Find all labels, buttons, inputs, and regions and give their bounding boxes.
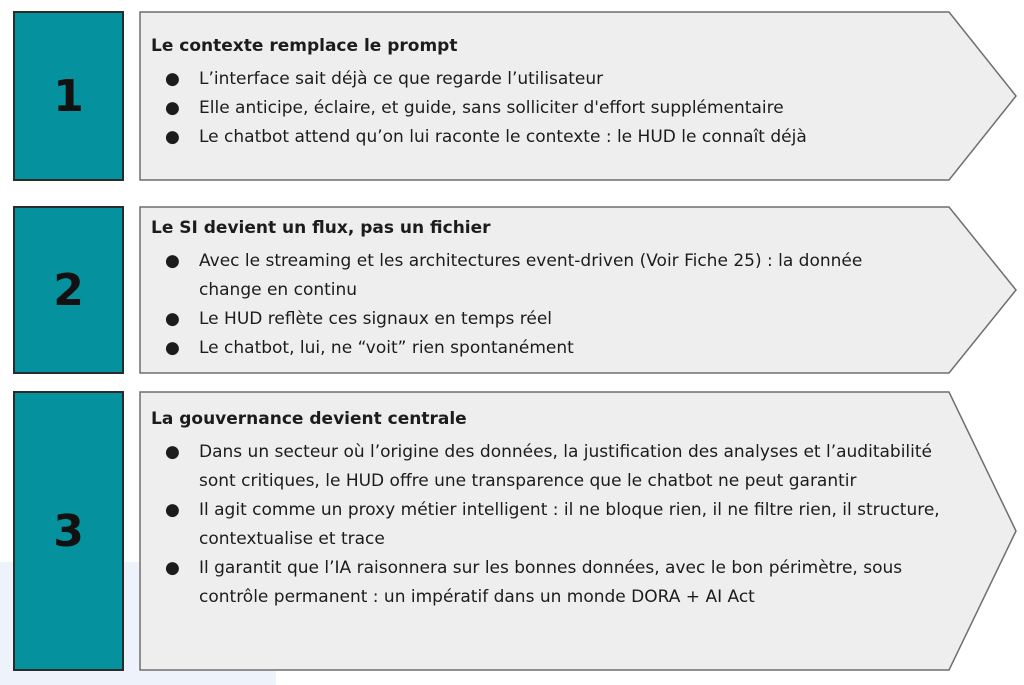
section-number-box	[13, 206, 124, 374]
list-item: ● Le HUD reflète ces signaux en temps réel	[165, 309, 553, 329]
list-item: ● Elle anticipe, éclaire, et guide, sans solliciter d'effort supplémentaire	[165, 98, 784, 118]
section-title: Le contexte remplace le prompt	[151, 36, 458, 56]
section-number: 2	[53, 264, 84, 316]
list-item: ● Il garantit que l’IA raisonnera sur les bonnes données, avec le bon périmètre, sous contrôle permanent : un impératif dans un monde DORA + AI Act	[165, 558, 903, 607]
section-content	[151, 409, 951, 612]
section-arrow-shape	[139, 11, 1019, 181]
section-arrow-shape	[139, 206, 1019, 374]
list-item: ● Le chatbot attend qu’on lui raconte le contexte : le HUD le connaît déjà	[165, 127, 807, 147]
list-item: ● Il agit comme un proxy métier intelligent : il ne bloque rien, il ne filtre rien, il structure, contextualise et trace	[165, 500, 940, 549]
section-number: 3	[53, 505, 84, 557]
bullet-list	[151, 65, 981, 152]
section-1	[0, 11, 1024, 181]
section-number-box	[13, 391, 124, 671]
list-item: ● Le chatbot, lui, ne “voit” rien spontanément	[165, 338, 574, 358]
section-content	[151, 218, 931, 363]
list-item: ● Dans un secteur où l’origine des données, la justification des analyses et l’auditabilité sont critiques, le HUD offre une transparence que le chatbot ne peut garantir	[165, 442, 932, 491]
section-title: La gouvernance devient centrale	[151, 409, 467, 429]
section-arrow-shape	[139, 391, 1019, 671]
list-item: ● L’interface sait déjà ce que regarde l’utilisateur	[165, 69, 604, 89]
section-2	[0, 206, 1024, 374]
section-number: 1	[53, 70, 84, 122]
list-item: ● Avec le streaming et les architectures event-driven (Voir Fiche 25) : la donnée change en continu	[165, 251, 863, 300]
section-3	[0, 391, 1024, 671]
section-content	[151, 36, 981, 152]
bullet-list	[151, 438, 951, 612]
section-number-box	[13, 11, 124, 181]
section-title: Le SI devient un flux, pas un fichier	[151, 218, 491, 238]
bullet-list	[151, 247, 931, 363]
